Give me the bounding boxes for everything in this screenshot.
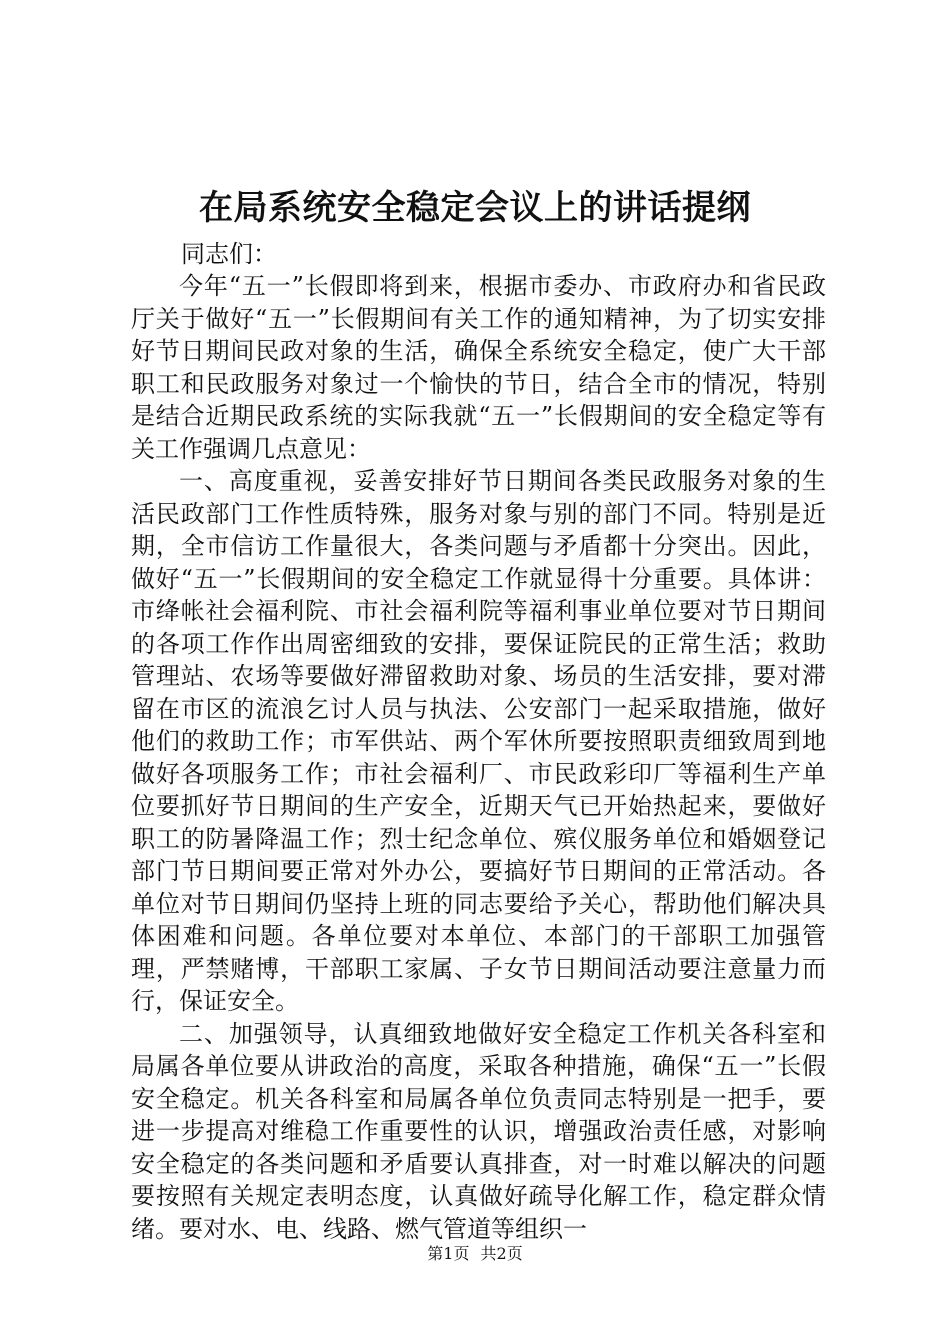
page-number: 第1页 [427,1244,470,1263]
document-body [131,270,826,1245]
paragraph-section-one: 一、高度重视，妥善安排好节日期间各类民政服务对象的生活民政部门工作性质特殊，服务对象与别的部门不同。特别是近期，全市信访工作量很大，各类问题与矛盾都十分突出。因此，做好“五一”长假期间的安全稳定工作就显得十分重要。具体讲：市绛帐社会福利院、市社会福利院等福利事业单位要对节日期间的各项工作作出周密细致的安排，要保证院民的正常生活；救助管理站、农场等要做好滞留救助对象、场员的生活安排，要对滞留在市区的流浪乞讨人员与执法、公安部门一起采取措施，做好他们的救助工作；市军供站、两个军休所要按照职责细致周到地做好各项服务工作；市社会福利厂、市民政彩印厂等福利生产单位要抓好节日期间的生产安全，近期天气已开始热起来，要做好职工的防暑降温工作；烈士纪念单位、殡仪服务单位和婚姻登记部门节日期间要正常对外办公，要搞好节日期间的正常活动。各单位对节日期间仍坚持上班的同志要给予关心，帮助他们解决具体困难和问题。各单位要对本单位、本部门的干部职工加强管理，严禁赌博，干部职工家属、子女节日期间活动要注意量力而行，保证安全。 [131,467,826,1015]
salutation: 同志们： [181,240,277,268]
paragraph-intro: 今年“五一”长假即将到来，根据市委办、市政府办和省民政厅关于做好“五一”长假期间有关工作的通知精神，为了切实安排好节日期间民政对象的生活，确保全系统安全稳定，使广大干部职工和民政服务对象过一个愉快的节日，结合全市的情况，特别是结合近期民政系统的实际我就“五一”长假期间的安全稳定等有关工作强调几点意见： [131,272,826,463]
page-footer [0,1243,950,1265]
document-title: 在局系统安全稳定会议上的讲话提纲 [199,188,751,228]
paragraph-section-two: 二、加强领导，认真细致地做好安全稳定工作机关各科室和局属各单位要从讲政治的高度，采取各种措施，确保“五一”长假安全稳定。机关各科室和局属各单位负责同志特别是一把手，要进一步提高对维稳工作重要性的认识，增强政治责任感，对影响安全稳定的各类问题和矛盾要认真排查，对一时难以解决的问题要按照有关规定表明态度，认真做好疏导化解工作，稳定群众情绪。要对水、电、线路、燃气管道等组织一 [131,1019,826,1243]
page-total: 共2页 [480,1244,523,1263]
